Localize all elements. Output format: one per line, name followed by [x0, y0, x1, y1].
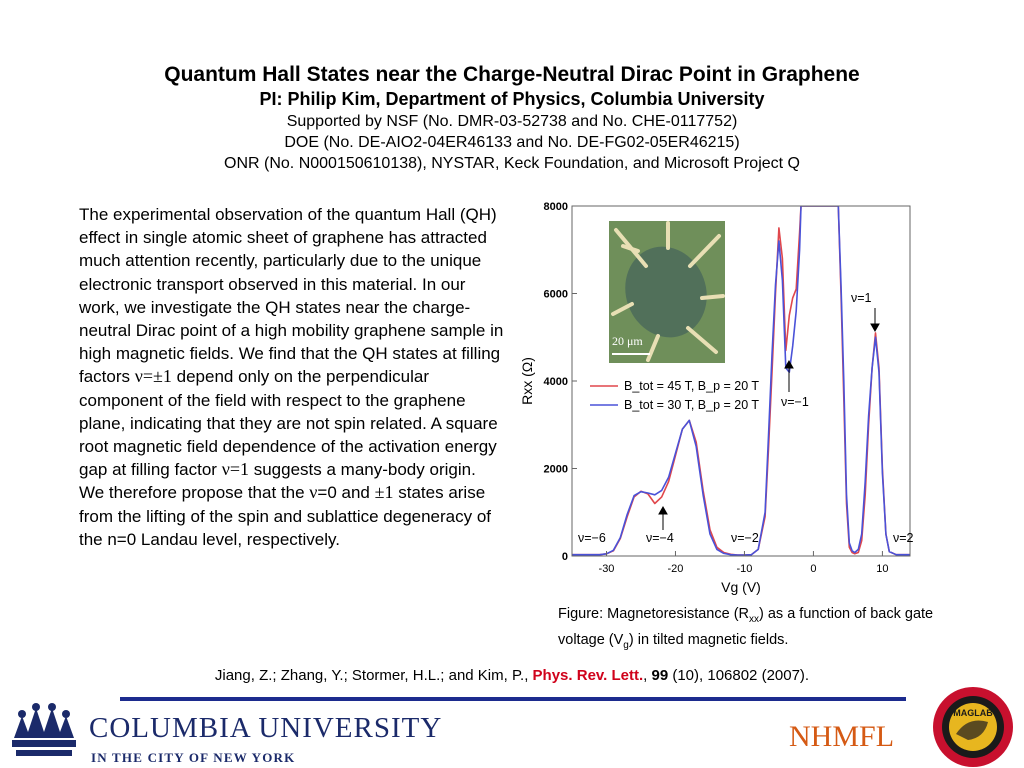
legend-label-red: B_tot = 45 T, B_p = 20 T — [624, 379, 760, 393]
header — [0, 62, 1024, 174]
annotation-nu-1: ν=1 — [851, 291, 872, 305]
y-tick-label-4: 8000 — [543, 201, 568, 213]
abstract-part-5: states arise from the lifting of the spin and sublattice degeneracy of the n=0 Landau level, respectively. — [79, 483, 492, 549]
seal-text: MAGLAB — [953, 708, 993, 718]
reference-sep: , — [643, 667, 648, 684]
abstract-part-2: depend only on the perpendicular component of the field with respect to the graphene plane, indicating that they are not spin related. A square root magnetic field dependence of the activation energy gap at filling factor — [79, 367, 498, 480]
x-tick-label-4: 10 — [876, 563, 889, 575]
x-tick-label-1: -20 — [667, 563, 684, 575]
columbia-city-line: IN THE CITY OF NEW YORK — [91, 750, 296, 765]
filling-factor-pm1: ν=±1 — [134, 366, 172, 387]
caption-part-3: ) in tilted magnetic fields. — [628, 631, 789, 648]
abstract-text — [79, 203, 504, 551]
support-line-1: Supported by NSF (No. DMR-03-52738 and No. CHE-0117752) — [286, 113, 738, 130]
nu-symbol: ν — [309, 482, 318, 503]
reference-journal[interactable]: Phys. Rev. Lett. — [532, 667, 644, 684]
footer-divider — [120, 697, 906, 701]
columbia-university-name: COLUMBIA UNIVERSITY — [89, 712, 443, 744]
y-axis-label: Rxx (Ω) — [519, 357, 535, 405]
scale-bar-label: 20 μm — [612, 334, 643, 348]
support-line-3: ONR (No. N000150610138), NYSTAR, Keck Foundation, and Microsoft Project Q — [224, 155, 800, 172]
columbia-crown-icon — [8, 702, 80, 764]
y-tick-label-2: 4000 — [543, 376, 568, 388]
magnetoresistance-chart — [518, 196, 918, 600]
annotation-nu-minus4: ν=−4 — [646, 531, 674, 545]
y-tick-label-3: 6000 — [543, 288, 568, 301]
support-line-2: DOE (No. DE-AIO2-04ER46133 and No. DE-FG02-05ER46215) — [284, 134, 740, 151]
annotation-nu-minus2: ν=−2 — [731, 531, 759, 545]
maglab-seal-icon — [928, 686, 1018, 768]
annotation-nu-minus1: ν=−1 — [781, 395, 809, 409]
caption-sub-g: g — [623, 639, 629, 651]
x-tick-label-3: 0 — [810, 563, 817, 575]
pi-line: PI: Philip Kim, Department of Physics, Columbia University — [259, 89, 765, 109]
annotation-nu-2: ν=2 — [893, 531, 914, 545]
x-tick-label-0: -30 — [598, 563, 615, 575]
chart-legend — [590, 379, 759, 412]
annotation-nu-minus6: ν=−6 — [578, 531, 606, 545]
legend-label-blue: B_tot = 30 T, B_p = 20 T — [624, 398, 760, 412]
nhmfl-label: NHMFL — [789, 720, 895, 753]
pm-one: ±1 — [374, 482, 394, 503]
y-tick-label-0: 0 — [561, 551, 568, 563]
page-title: Quantum Hall States near the Charge-Neutral Dirac Point in Graphene — [164, 63, 860, 86]
figure-caption — [558, 604, 938, 656]
abstract-part-4: =0 and — [317, 483, 375, 503]
reference-rest: (10), 106802 (2007). — [668, 667, 810, 684]
caption-part-1: Figure: Magnetoresistance (R — [558, 606, 749, 622]
x-tick-label-2: -10 — [736, 563, 753, 575]
filling-factor-1: ν=1 — [221, 459, 249, 480]
abstract-part-1: The experimental observation of the quantum Hall (QH) effect in single atomic sheet of graphene has attracted much attention recently, particularly due to the unique electronic transport observed in this material. In our work, we investigate the QH states near the charge-neutral Dirac point of a high mobility graphene sample in high magnetic fields. We find that the QH states at filling factors — [79, 205, 504, 387]
y-tick-label-1: 2000 — [543, 463, 568, 476]
caption-part-2: ) as a function of back gate voltage (V — [558, 606, 934, 648]
device-micrograph-inset — [609, 221, 725, 363]
reference-authors: Jiang, Z.; Zhang, Y.; Stormer, H.L.; and Kim, P., — [214, 667, 529, 684]
reference-line — [0, 667, 1024, 684]
caption-sub-xx: xx — [749, 613, 759, 625]
abstract-part-3: suggests a many-body origin. We therefore propose that the — [79, 460, 476, 503]
x-axis-label: Vg (V) — [721, 579, 761, 595]
reference-volume: 99 — [651, 667, 669, 684]
